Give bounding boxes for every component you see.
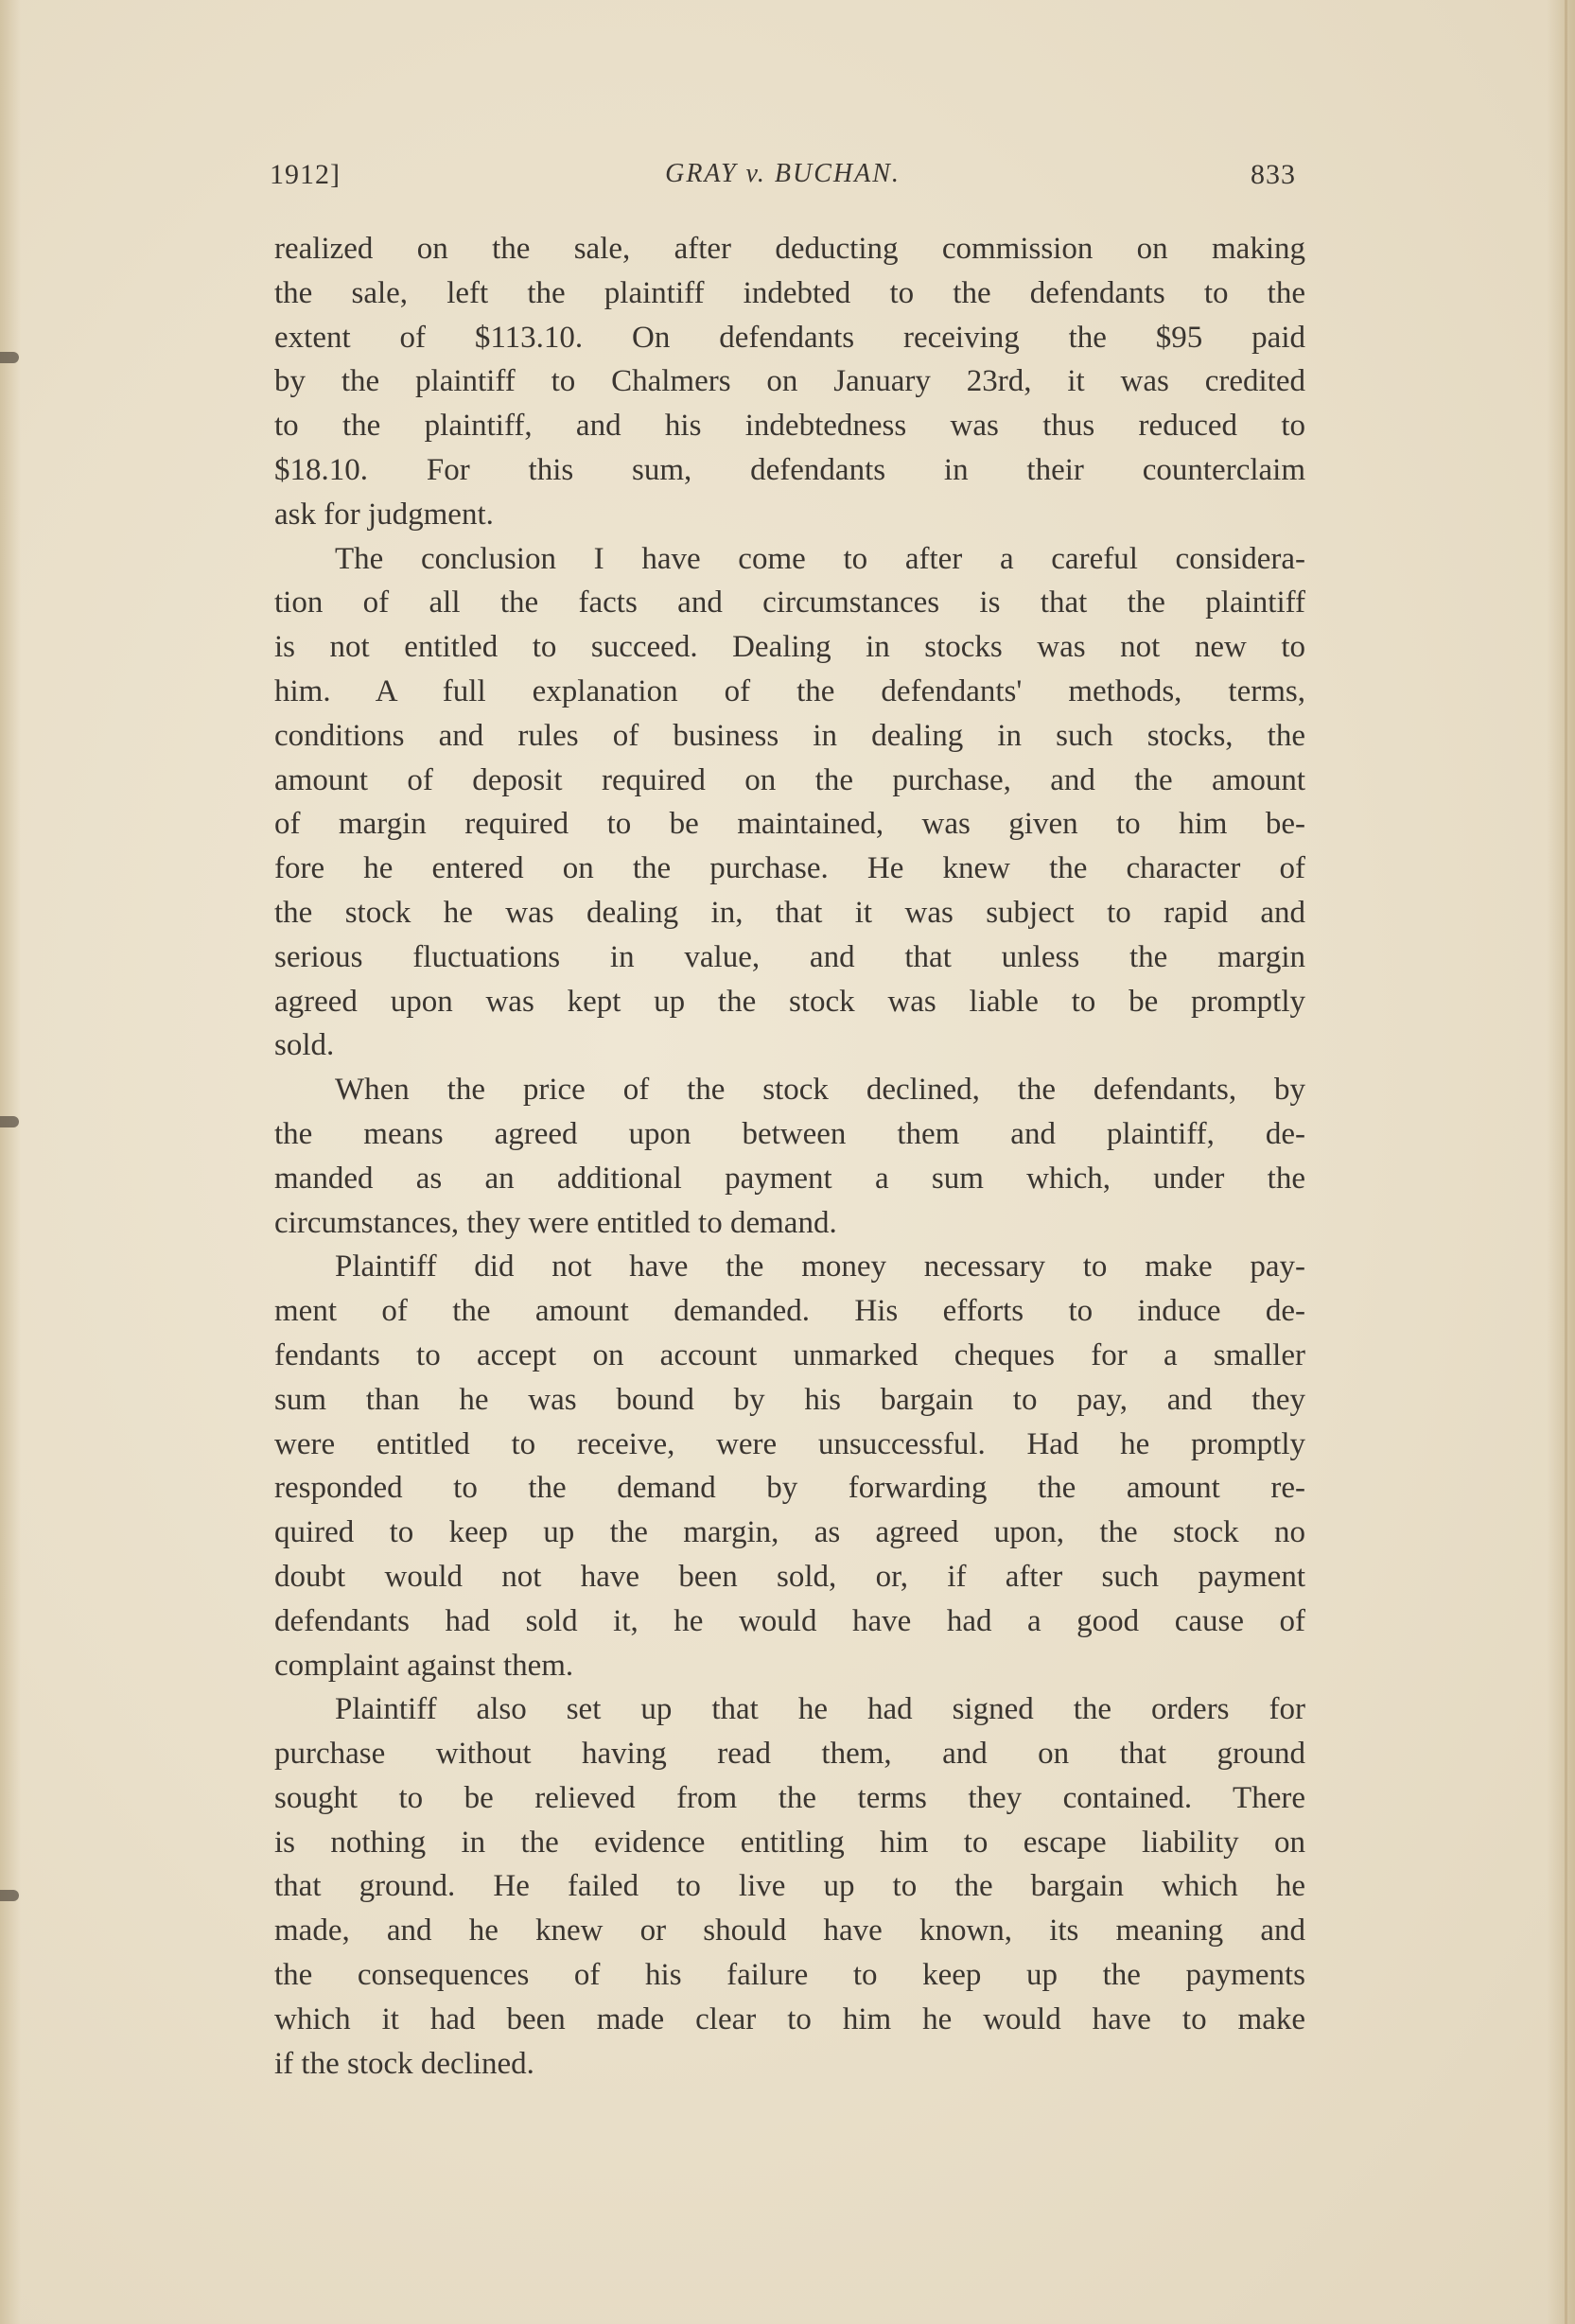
text-line: realized on the sale, after deducting commission on making [274,232,1305,266]
text-line: the stock he was dealing in, that it was subject to rapid and [274,895,1305,930]
page-number: 833 [1251,159,1296,190]
page-edge-left [0,0,21,2324]
text-line: sold. [274,1028,335,1063]
text-line: circumstances, they were entitled to demand. [274,1205,837,1240]
paragraph [274,227,1305,537]
text-line: amount of deposit required on the purchase, and the amount [274,762,1305,797]
text-line: the consequences of his failure to keep up the payments [274,1958,1305,1993]
text-line: $18.10. For this sum, defendants in their counterclaim [274,452,1305,487]
text-line: him. A full explanation of the defendants' methods, terms, [274,673,1305,708]
text-line: if the stock declined. [274,2046,534,2081]
paragraph [274,1068,1305,1245]
text-line: When the price of the stock declined, the defendants, by [335,1073,1305,1108]
text-line: by the plaintiff to Chalmers on January 23rd, it was credited [274,364,1305,399]
text-line: The conclusion I have come to after a careful considera- [335,541,1305,576]
binding-stitch-mark [0,352,19,363]
text-line: doubt would not have been sold, or, if after such payment [274,1559,1305,1594]
text-line: ask for judgment. [274,497,494,532]
text-line: the means agreed upon between them and plaintiff, de- [274,1116,1305,1151]
text-line: complaint against them. [274,1648,574,1683]
body-text [274,227,1305,2086]
text-line: extent of $113.10. On defendants receiving the $95 paid [274,320,1305,355]
text-line: is not entitled to succeed. Dealing in stocks was not new to [274,630,1305,665]
paragraph [274,1687,1305,2086]
text-line: that ground. He failed to live up to the bargain which he [274,1869,1305,1904]
text-line: manded as an additional payment a sum which, under the [274,1161,1305,1196]
text-line: Plaintiff also set up that he had signed the orders for [335,1692,1305,1727]
binding-stitch-mark [0,1116,19,1127]
text-line: sum than he was bound by his bargain to pay, and they [274,1382,1305,1417]
text-line: is nothing in the evidence entitling him to escape liability on [274,1825,1305,1860]
text-line: fore he entered on the purchase. He knew the character of [274,851,1305,886]
text-line: tion of all the facts and circumstances is that the plaintiff [274,585,1305,620]
text-line: purchase without having read them, and on that ground [274,1737,1305,1772]
paragraph [274,1245,1305,1687]
text-line: defendants had sold it, he would have had a good cause of [274,1603,1305,1638]
text-line: agreed upon was kept up the stock was liable to be promptly [274,984,1305,1019]
running-header [270,159,1296,202]
text-line: were entitled to receive, were unsuccessful. Had he promptly [274,1426,1305,1461]
text-line: conditions and rules of business in dealing in such stocks, the [274,718,1305,753]
page-edge-right-line [1565,0,1567,2324]
text-line: responded to the demand by forwarding the amount re- [274,1471,1305,1506]
text-line: which it had been made clear to him he would have to make [274,2001,1305,2036]
text-line: of margin required to be maintained, was given to him be- [274,807,1305,842]
binding-stitch-mark [0,1890,19,1901]
text-line: fendants to accept on account unmarked cheques for a smaller [274,1337,1305,1372]
text-line: made, and he knew or should have known, its meaning and [274,1913,1305,1948]
header-year: 1912] [270,159,341,190]
text-line: quired to keep up the margin, as agreed upon, the stock no [274,1515,1305,1550]
page-edge-right [1547,0,1575,2324]
text-line: sought to be relieved from the terms they contained. There [274,1780,1305,1815]
text-line: to the plaintiff, and his indebtedness was thus reduced to [274,409,1305,444]
header-case-title: GRAY v. BUCHAN. [665,159,901,188]
text-line: ment of the amount demanded. His efforts to induce de- [274,1294,1305,1329]
text-line: serious fluctuations in value, and that unless the margin [274,939,1305,974]
text-line: Plaintiff did not have the money necessary to make pay- [335,1249,1305,1284]
text-line: the sale, left the plaintiff indebted to the defendants to the [274,275,1305,310]
paragraph [274,537,1305,1069]
